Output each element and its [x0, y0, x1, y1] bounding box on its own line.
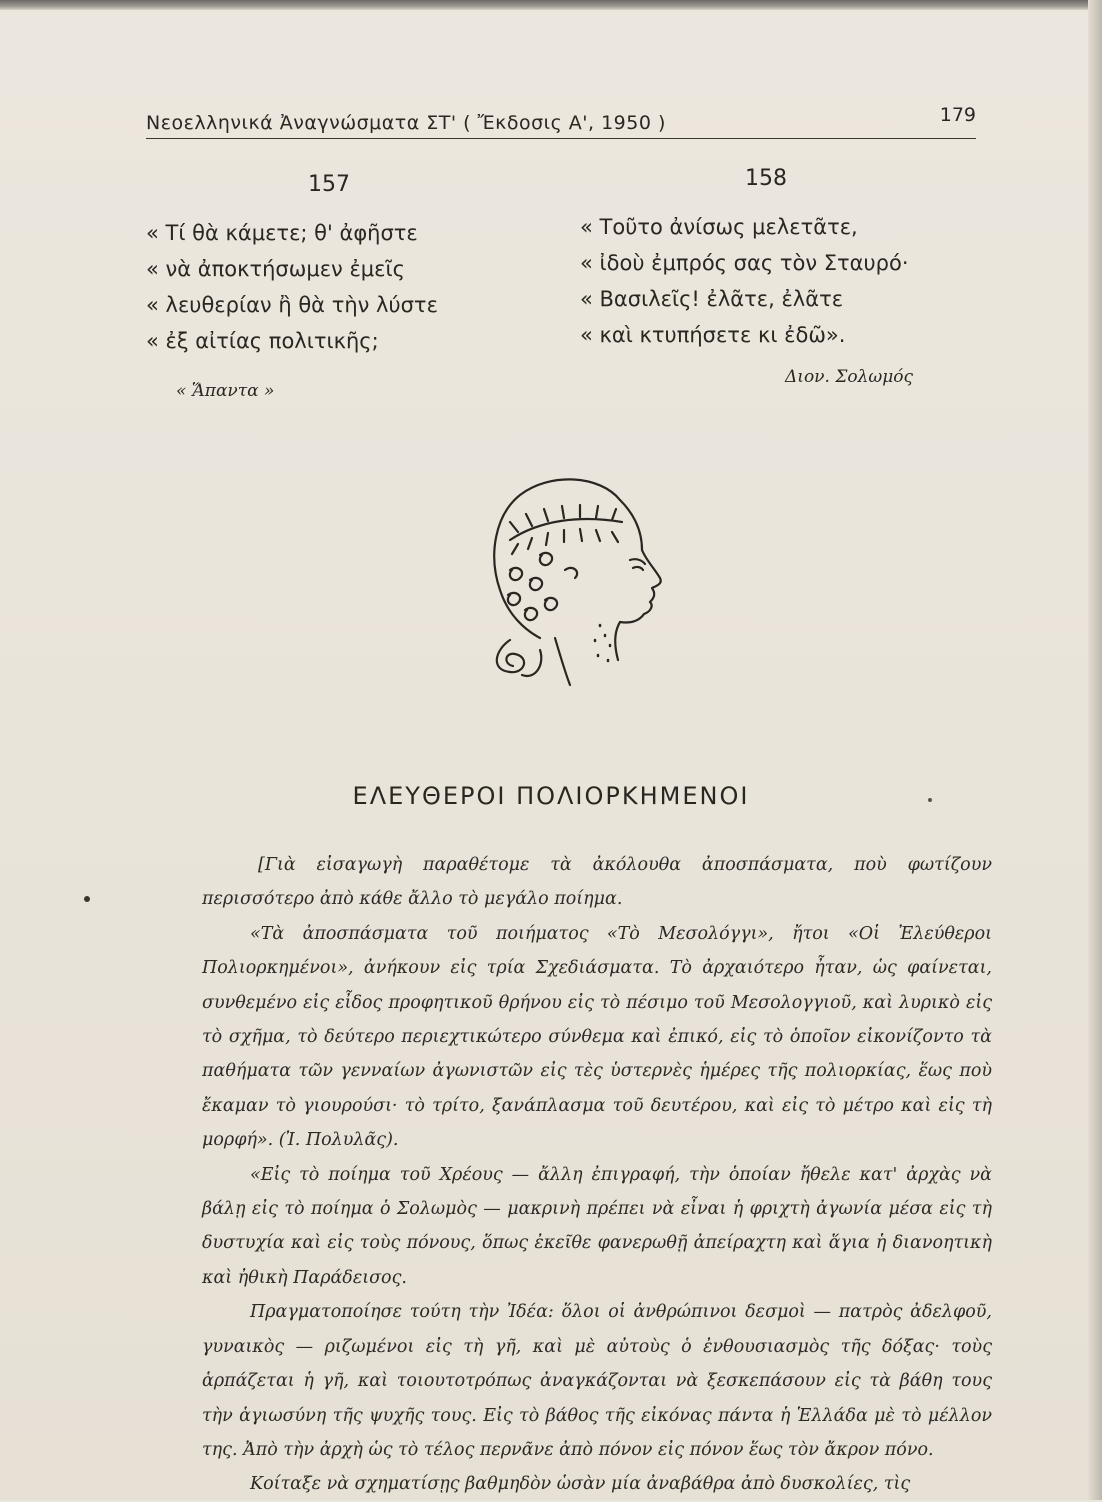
scan-top-edge [0, 0, 1102, 10]
intro-paragraph: «Τὰ ἀποσπάσματα τοῦ ποιήματος «Τὸ Μεσολόγγι», ἤτοι «Οἱ Ἐλεύθεροι Πολιορκημένοι», ἀνήκουν εἰς τρία Σχεδιάσματα. Τὸ ἀρχαιότερο ἦταν, ὡς φαίνεται, συνθεμένο εἰς εἶδος προφητικοῦ θρήνου εἰς τὸ πέσιμο τοῦ Μεσολογγιοῦ, καὶ λυρικὸ εἰς τὸ σχῆμα, τὸ δεύτερο περιεχτικώτερο σύνθεμα καὶ ἐπικό, εἰς τὸ ὁποῖον εἰκονίζοντο τὰ παθήματα τῶν γενναίων ἀγωνιστῶν εἰς τὲς ὑστερνὲς ἡμέρες τῆς πολιορκίας, ἕως ποὺ ἔκαμαν τὸ γιουρούσι· τὸ τρίτο, ξανάπλασμα τοῦ δευτέρου, καὶ εἰς τὸ μέτρο καὶ εἰς τὴ μορφή». (Ἰ. Πολυλᾶς). [202, 923, 992, 1151]
page-number: 179 [939, 104, 976, 126]
poem-number: 157 [308, 172, 350, 197]
poem-158 [580, 166, 980, 387]
poem-157 [146, 172, 526, 401]
poem-source: « Ἅπαντα » [176, 381, 275, 401]
intro-paragraph: [Γιὰ εἰσαγωγὴ παραθέτομε τὰ ἀκόλουθα ἀποσπάσματα, ποὺ φωτίζουν περισσότερο ἀπὸ κάθε ἄλλο τὸ μεγάλο ποίημα. [202, 855, 992, 910]
section-title: ΕΛΕΥΘΕΡΟΙ ΠΟΛΙΟΡΚΗΜΕΝΟΙ [352, 782, 750, 810]
header-rule [146, 138, 976, 139]
verse-line: « καὶ κτυπήσετε κι ἐδῶ». [580, 323, 846, 347]
intro-text [202, 848, 992, 1502]
header-title: Νεοελληνικά Ἀναγνώσματα ΣΤ' ( Ἔκδοσις Α', 1950 ) [146, 112, 666, 134]
verse-line: « ἰδοὺ ἐμπρός σας τὸν Σταυρό· [580, 251, 909, 275]
verse-line: « ἐξ αἰτίας πολιτικῆς; [146, 329, 379, 353]
verse-line: « Τοῦτο ἀνίσως μελετᾶτε, [580, 215, 858, 239]
margin-bullet [84, 896, 90, 902]
verse-line: « Βασιλεῖς! ἐλᾶτε, ἐλᾶτε [580, 287, 844, 311]
verse-line: « λευθερίαν ἢ θὰ τὴν λύστε [146, 293, 438, 317]
verse-line: « νὰ ἀποκτήσωμεν ἐμεῖς [146, 257, 405, 281]
poem-author: Διον. Σολωμός [785, 367, 914, 387]
running-header [146, 104, 976, 144]
verse-line: « Τί θὰ κάμετε; θ' ἀφῆστε [146, 221, 418, 245]
intro-paragraph: Πραγματοποίησε τούτη τὴν Ἰδέα: ὅλοι οἱ ἀνθρώπινοι δεσμοὶ — πατρὸς ἀδελφοῦ, γυναικὸς — ριζωμένοι εἰς τὴ γῆ, καὶ μὲ αὐτοὺς ὁ ἐνθουσιασμὸς τῆς δόξας· τοὺς ἁρπάζεται ἡ γῆ, καὶ τοιουτοτρόπως ἀναγκάζονται νὰ ξεσκεπάσουν εἰς τὰ βάθη τους τὴν ἁγιωσύνη τῆς ψυχῆς τους. Εἰς τὸ βάθος τῆς εἰκόνας πάντα ἡ Ἑλλάδα μὲ τὸ μέλλον της. Ἀπὸ τὴν ἀρχὴ ὡς τὸ τέλος περνᾶνε ἀπὸ πόνον εἰς πόνον ἕως τὸν ἄκρον πόνο. [202, 1302, 992, 1460]
laurel-head-portrait-icon [470, 460, 680, 700]
intro-paragraph: Κοίταξε νὰ σχηματίσῃς βαθμηδὸν ὡσὰν μία ἀναβάθρα ἀπὸ δυσκολίες, τὶς [250, 1474, 911, 1495]
poem-number: 158 [745, 166, 787, 191]
intro-paragraph: «Εἰς τὸ ποίημα τοῦ Χρέους — ἄλλη ἐπιγραφή, τὴν ὁποίαν ἤθελε κατ' ἀρχὰς νὰ βάλῃ εἰς τὸ ποίημα ὁ Σολωμὸς — μακρινὴ πρέπει νὰ εἶναι ἡ φριχτὴ ἀγωνία μέσα εἰς τὴ δυστυχία καὶ εἰς τοὺς πόνους, ὅπως ἐκεῖθε φανερωθῇ ἀπείραχτη καὶ ἅγια ἡ διανοητικὴ καὶ ἠθικὴ Παράδεισος. [202, 1164, 992, 1288]
scan-right-edge [1088, 0, 1102, 1500]
